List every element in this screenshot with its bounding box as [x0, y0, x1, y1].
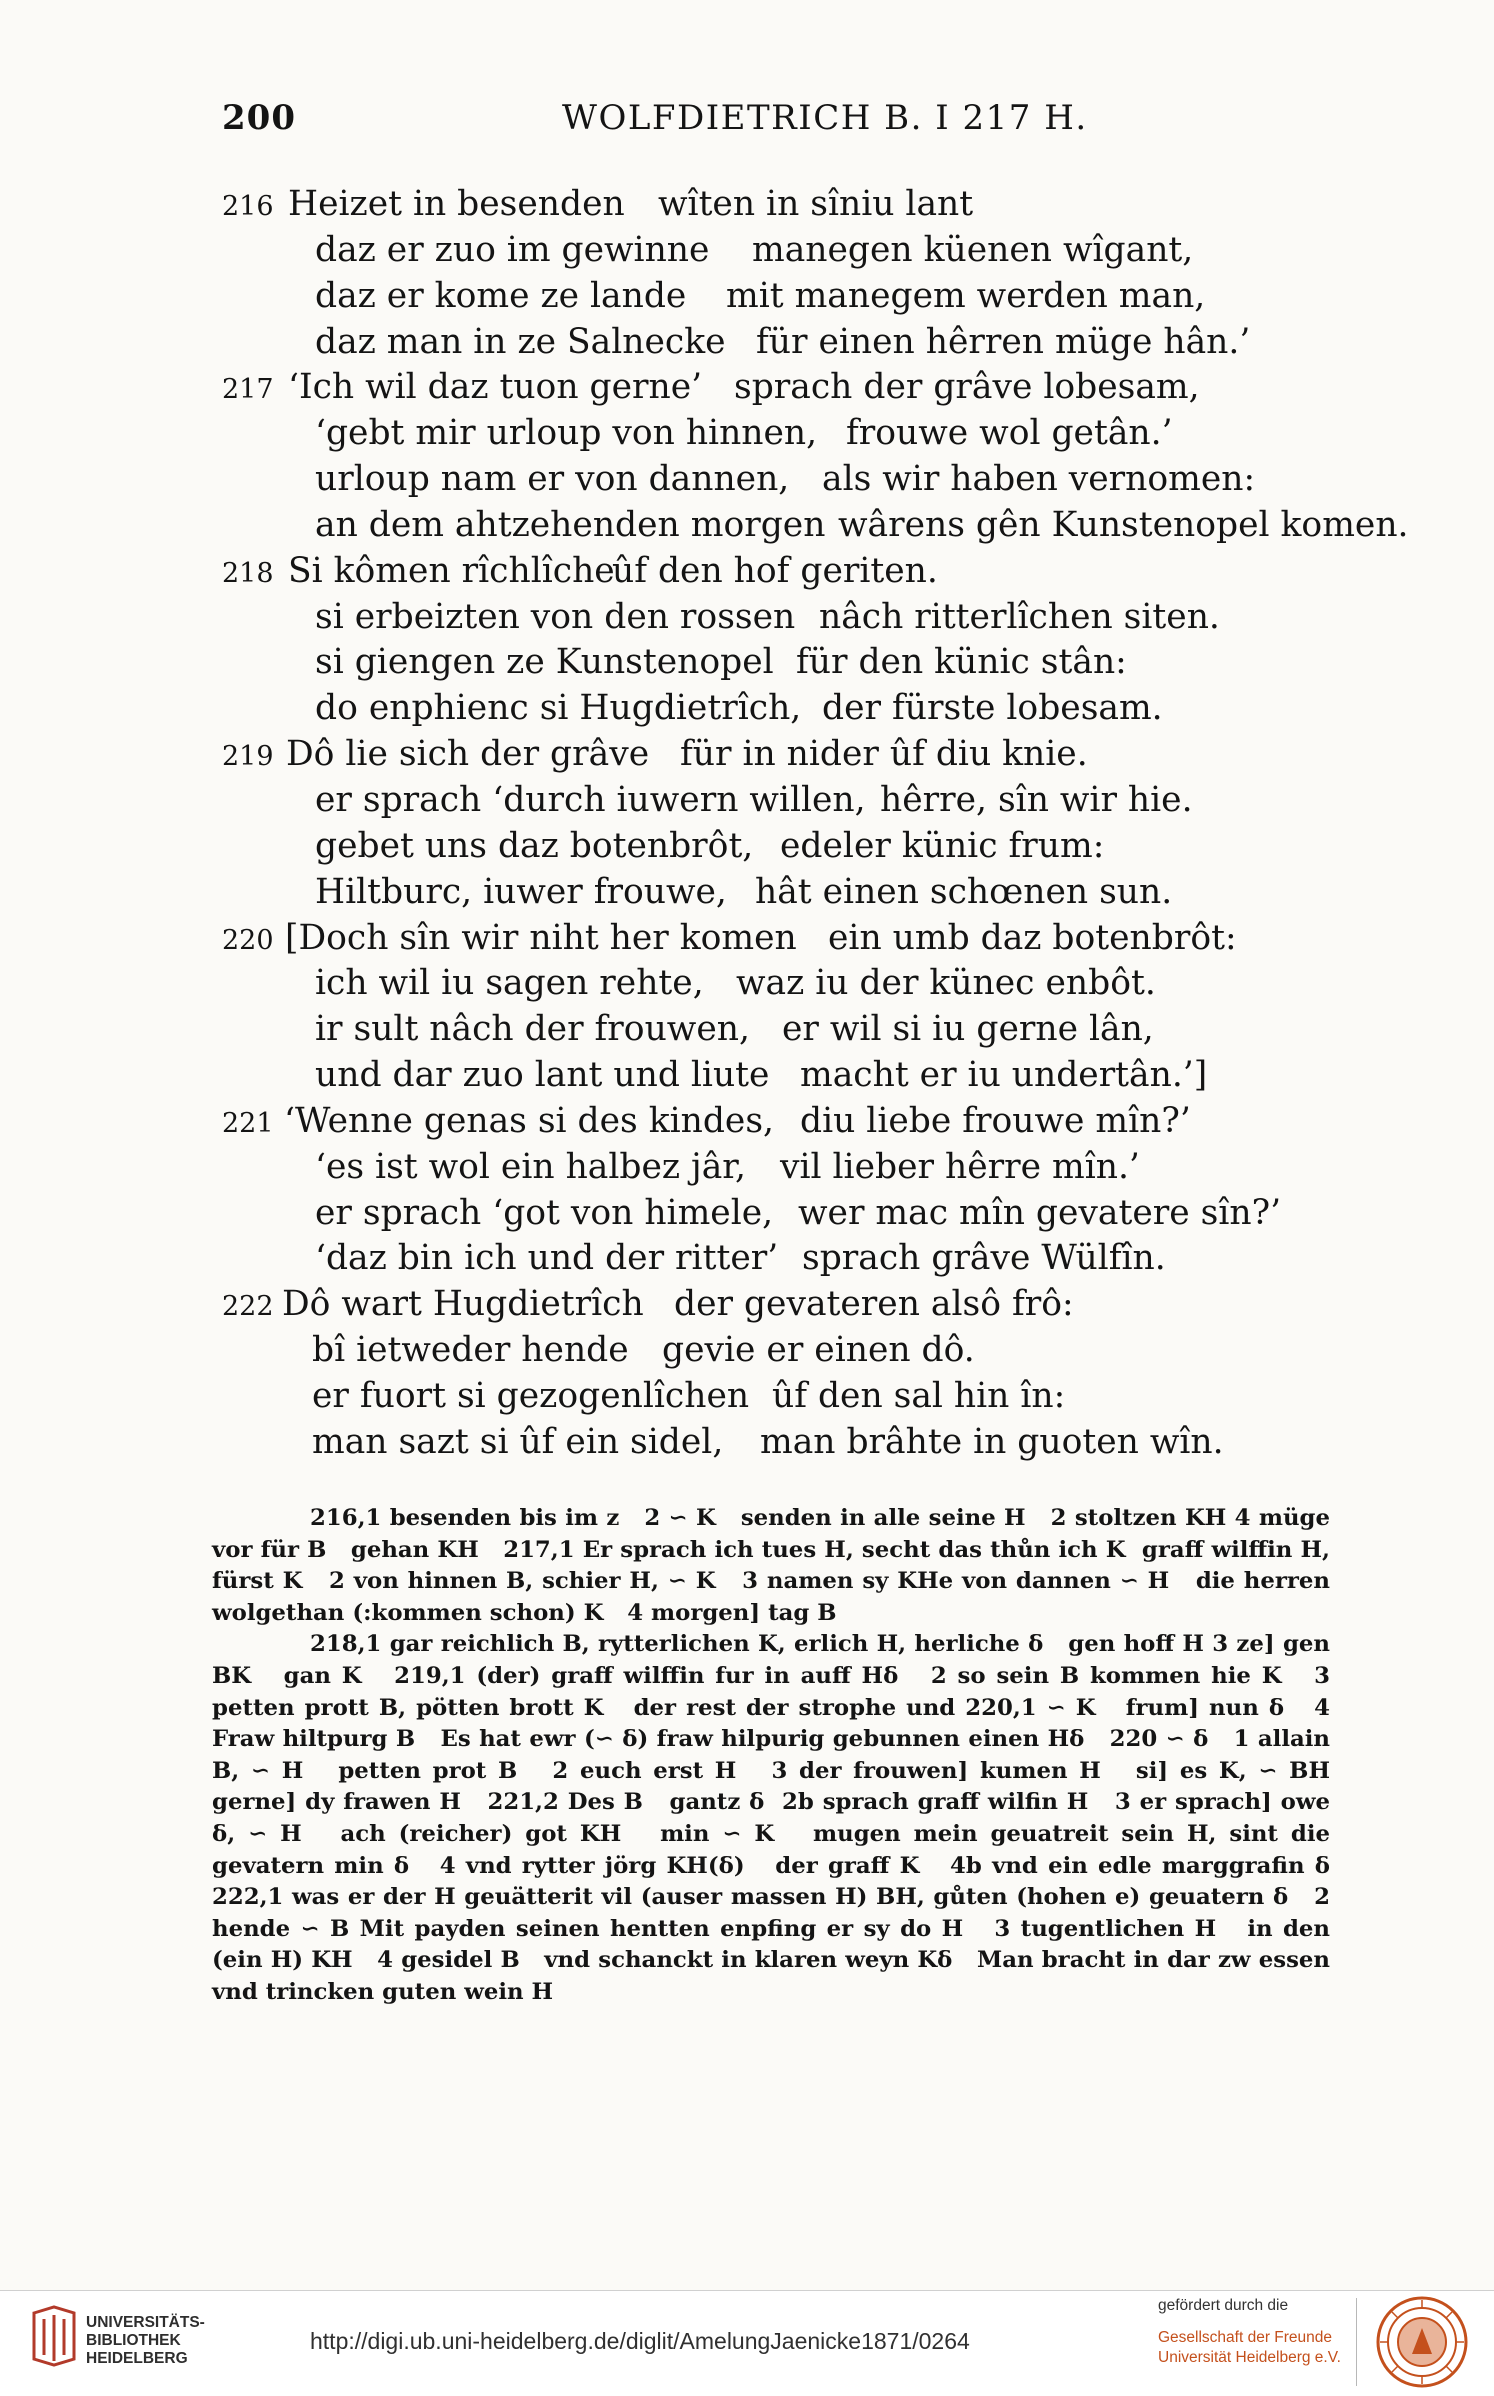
funded-by-label: gefördert durch die: [1158, 2297, 1289, 2314]
verse-line: [0, 732, 1494, 778]
first-half-line: ‘Ich wil daz tuon gerne’: [288, 367, 703, 408]
second-half-line: ûf den hof geriten.: [612, 550, 938, 591]
first-half-line: Heizet in besenden: [288, 184, 625, 224]
permalink-url[interactable]: http://digi.ub.uni-heidelberg.de/diglit/AmelungJaenicke1871/0264: [310, 2328, 970, 2354]
first-half-line: man sazt si ûf ein sidel,: [312, 1421, 724, 1462]
verse-line: [0, 1374, 1494, 1420]
verse-line: [0, 503, 1494, 549]
second-half-line: ûf den sal hin în:: [772, 1375, 1066, 1416]
running-title: WOLFDIETRICH B. I 217 H.: [562, 98, 1088, 138]
page-number: 200: [222, 98, 296, 138]
second-half-line: ein umb daz botenbrôt:: [828, 917, 1237, 958]
first-half-line: er sprach ‘durch iuwern willen,: [315, 779, 866, 820]
second-half-line: er wil si iu gerne lân,: [782, 1009, 1154, 1050]
first-half-line: ‘daz bin ich und der ritter’: [315, 1238, 779, 1279]
first-half-line: er fuort si gezogenlîchen: [312, 1375, 750, 1416]
verse-line: [0, 1420, 1494, 1466]
first-half-line: bî ietweder hende: [312, 1330, 629, 1371]
verse-line: [0, 411, 1494, 457]
verse-line: [0, 640, 1494, 686]
first-half-line: daz er kome ze lande: [315, 275, 687, 316]
first-half-line: Dô lie sich der grâve: [286, 734, 650, 775]
verse-line: [0, 1236, 1494, 1282]
footer-divider: [1356, 2298, 1357, 2386]
second-half-line: man brâhte in guoten wîn.: [760, 1421, 1224, 1462]
first-half-line: ‘es ist wol ein halbez jâr,: [315, 1146, 746, 1187]
second-half-line: vil lieber hêrre mîn.’: [780, 1146, 1140, 1187]
verse-line: [0, 1007, 1494, 1053]
first-half-line: und dar zuo lant und liute: [315, 1055, 770, 1096]
second-half-line: sprach grâve Wülfîn.: [802, 1238, 1166, 1279]
second-half-line: edeler künic frum:: [780, 825, 1105, 866]
second-half-line: waz iu der künec enbôt.: [736, 963, 1156, 1004]
apparatus-paragraph: 216,1 besenden bis im z 2 ∽ K senden in alle seine H 2 stoltzen KH 4 müge vor für B gehan KH 217,1 Er sprach ich tues H, secht das thůn ich K graff wilffin H, fürst K 2 von hinnen B, schier H, ∽ K 3 namen sy KHe von dannen ∽ H die herren wolgethan (:kommen schon) K 4 morgen] tag B: [212, 1505, 1338, 1626]
first-half-line: daz man in ze Salnecke: [315, 321, 726, 362]
second-half-line: der gevateren alsô frô:: [674, 1284, 1074, 1325]
verse-line: [0, 870, 1494, 916]
first-half-line: Dô wart Hugdietrîch: [282, 1284, 644, 1325]
strophe-number: 219: [222, 741, 274, 773]
second-half-line: sprach der grâve lobesam,: [734, 367, 1200, 408]
first-half-line: ich wil iu sagen rehte,: [315, 963, 704, 1004]
apparatus-paragraph: 218,1 gar reichlich B, rytterlichen K, erlich H, herliche δ gen hoff H 3 ze] gen BK gan K 219,1 (der) graff wilffin fur in auff Hδ 2 so sein B kommen hie K 3 petten prott B, pötten brott K der rest der strophe und 220,1 ∽ K frum] nun δ 4 Fraw hiltpurg B Es hat ewr (∽ δ) fraw hilpurig gebunnen einen Hδ 220 ∽ δ 1 allain B, ∽ H petten prot B 2 euch erst H 3 der frouwen] kumen H si] es K, ∽ BH gerne] dy frawen H 221,2 Des B gantz δ 2b sprach graff wilfin H 3 er sprach] owe δ, ∽ H ach (reicher) got KH min ∽ K mugen mein geuatreit sein H, sint die gevatern min δ 4 vnd rytter jörg KH(δ) der graff K 4b vnd ein edle marggrafin δ 222,1 was er der H geuätterit vil (auser massen H) BH, gůten (hohen e) geuatern δ 2 hende ∽ B Mit payden seinen hentten enpfing er sy do H 3 tugentlichen H in den (ein H) KH 4 gesidel B vnd schanckt in klaren weyn Kδ Man bracht in dar zw essen vnd trincken guten wein H: [212, 1631, 1354, 2005]
second-half-line: der fürste lobesam.: [822, 688, 1163, 729]
second-half-line: für den künic stân:: [796, 642, 1127, 683]
page-header: [222, 98, 1327, 148]
verse-text: [0, 182, 1494, 1466]
verse-line: [0, 549, 1494, 595]
first-half-line: an dem ahtzehenden morgen: [315, 504, 826, 545]
verse-line: [0, 1328, 1494, 1374]
verse-line: [0, 274, 1494, 320]
verse-line: [0, 961, 1494, 1007]
second-half-line: diu liebe frouwe mîn?’: [800, 1100, 1191, 1141]
second-half-line: hât einen schœnen sun.: [755, 871, 1173, 912]
second-half-line: nâch ritterlîchen siten.: [819, 596, 1220, 637]
second-half-line: wârens gên Kunstenopel komen.: [838, 504, 1409, 545]
sponsor-name: Gesellschaft der Freunde Universität Heidelberg e.V.: [1158, 2329, 1341, 2366]
verse-line: [0, 1053, 1494, 1099]
strophe-number: 216: [222, 191, 274, 222]
first-half-line: do enphienc si Hugdietrîch,: [315, 688, 802, 729]
first-half-line: daz er zuo im gewinne: [315, 229, 710, 270]
first-half-line: [Doch sîn wir niht her komen: [285, 917, 797, 958]
first-half-line: Si kômen rîchlîche: [288, 550, 615, 591]
verse-line: [0, 686, 1494, 732]
verse-line: [0, 457, 1494, 503]
first-half-line: gebet uns daz botenbrôt,: [315, 825, 754, 866]
verse-line: [0, 1191, 1494, 1237]
second-half-line: gevie er einen dô.: [662, 1330, 975, 1371]
strophe-number: 222: [222, 1291, 274, 1323]
verse-line: [0, 824, 1494, 870]
verse-line: [0, 1145, 1494, 1191]
strophe-number: 217: [222, 374, 274, 406]
strophe-number: 220: [222, 924, 274, 956]
first-half-line: ‘Wenne genas si des kindes,: [284, 1100, 775, 1141]
verse-line: [0, 365, 1494, 411]
second-half-line: mit manegem werden man,: [726, 275, 1206, 316]
verse-line: [0, 182, 1494, 228]
verse-line: [0, 1099, 1494, 1145]
first-half-line: ir sult nâch der frouwen,: [315, 1009, 750, 1050]
second-half-line: für in nider ûf diu knie.: [680, 734, 1088, 775]
first-half-line: er sprach ‘got von himele,: [315, 1192, 774, 1233]
verse-line: [0, 1282, 1494, 1328]
first-half-line: si erbeizten von den rossen: [315, 596, 796, 637]
verse-line: [0, 916, 1494, 962]
second-half-line: als wir haben vernomen:: [822, 459, 1256, 500]
library-name: UNIVERSITÄTS- BIBLIOTHEK HEIDELBERG: [86, 2314, 205, 2367]
second-half-line: macht er iu undertân.’]: [800, 1055, 1208, 1096]
first-half-line: Hiltburc, iuwer frouwe,: [315, 871, 727, 912]
university-seal-icon: [1374, 2294, 1470, 2390]
strophe-number: 218: [222, 557, 274, 589]
first-half-line: ‘gebt mir urloup von hinnen,: [315, 413, 818, 454]
second-half-line: manegen küenen wîgant,: [752, 229, 1194, 270]
verse-line: [0, 778, 1494, 824]
library-logo-icon: [28, 2305, 80, 2367]
first-half-line: si giengen ze Kunstenopel: [315, 642, 774, 683]
verse-line: [0, 320, 1494, 366]
second-half-line: hêrre, sîn wir hie.: [880, 779, 1193, 820]
critical-apparatus: [212, 1503, 1354, 2009]
second-half-line: wîten in sîniu lant: [658, 184, 974, 224]
verse-line: [0, 228, 1494, 274]
second-half-line: wer mac mîn gevatere sîn?’: [798, 1192, 1282, 1233]
strophe-number: 221: [222, 1107, 274, 1139]
second-half-line: für einen hêrren müge hân.’: [756, 321, 1251, 362]
first-half-line: urloup nam er von dannen,: [315, 459, 790, 500]
verse-line: [0, 595, 1494, 641]
second-half-line: frouwe wol getân.’: [846, 413, 1173, 454]
